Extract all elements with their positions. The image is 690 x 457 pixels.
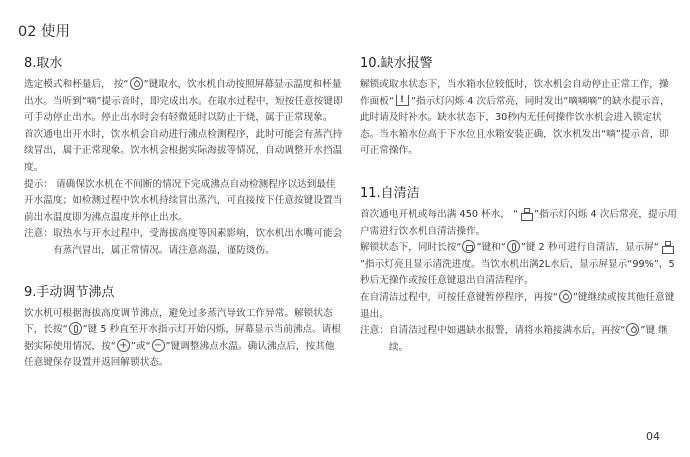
- lock-icon: [462, 240, 475, 253]
- thermometer-icon: [69, 322, 82, 335]
- water-drop-icon: [559, 290, 572, 303]
- section-title-self-clean: 11.自清洁: [360, 185, 420, 201]
- paragraph-tip: 提示： 请确保饮水机在不间断的情况下完成沸点自动检测程序以达到最佳开水温度；如检测过程中饮水机持续冒出蒸汽，可直接按下任意按键设置当前出水温度即为沸点温度并停止出水。: [24, 178, 343, 223]
- section-title-fetch-water: 8.取水: [24, 56, 63, 71]
- page-title: 02 使用: [18, 24, 71, 40]
- paragraph-self-clean-1: 首次通电开机或每出满 450 杯水， “ ”指示灯闪烁 4 次后常亮，提示用户需进行饮水机自清洁操作。: [360, 208, 677, 237]
- water-drop-icon: [130, 77, 143, 90]
- self-clean-icon: [520, 208, 532, 220]
- section-title-low-water: 10.缺水报警: [360, 56, 433, 71]
- paragraph-boiling-point: 饮水机可根据海拔高度调节沸点，避免过多蒸汽导致工作异常。解锁状态下，长按“ ”键 5 秒直至开水指示灯开始闪烁，屏幕显示当前沸点。请根据实际使用情况，按“+ ”或“− ”键调整沸点水温。确认沸点后，按其他任意键保存设置并返回解锁状态。: [24, 306, 344, 372]
- right-column: [360, 52, 678, 356]
- self-clean-icon: [661, 241, 673, 253]
- thermometer-icon: [507, 240, 520, 253]
- paragraph-low-water: 解锁或取水状态下，当水箱水位较低时，饮水机会自动停止正常工作，操作面板“! ”指示灯闪烁 4 次后常亮，同时发出“嘀嘀嘀”的缺水提示音，此时请及时补水。缺水状态下，30秒内无任何操作饮水机会进入锁定状态。当水箱水位高于下水位且水箱安装正确，饮水机发出“嘀”提示音，即可正常操作。: [360, 77, 678, 160]
- note-self-clean: 注意： 自清洁过程中如遇缺水报警，请将水箱接满水后，再按“ ”键 继续。: [360, 325, 668, 353]
- paragraph-fetch-water: 选定模式和杯量后， 按“ ”键取水，饮水机自动按照屏幕显示温度和杯量出水。当听到“嘀”提示音时，即完成出水。在取水过程中，短按任意按键即可手动停止出水。停止出水时会有轻微延时以防止干烧，属于正常现象。: [24, 79, 343, 124]
- page-number: 04: [646, 430, 660, 443]
- water-tank-alert-icon: [396, 95, 409, 106]
- section-title-boiling-point: 9.手动调节沸点: [24, 284, 115, 300]
- note-steam: 注意： 取热水与开水过程中，受海拔高度等因素影响，饮水机出水嘴可能会有蒸汽冒出，属正常情况。请注意高温，谨防烫伤。: [24, 228, 343, 256]
- left-column: [24, 52, 344, 372]
- paragraph-self-clean-3: 在自清洁过程中，可按任意键暂停程序，再按“ ”键继续或按其他任意键退出。: [360, 291, 675, 320]
- plus-icon: [117, 339, 130, 352]
- water-drop-icon: [626, 323, 639, 336]
- paragraph-boiling-detect: 首次通电出开水时，饮水机会自动进行沸点检测程序，此时可能会有蒸汽持续冒出，属于正常现象。饮水机会根据实际海拔等情况，自动调整开水挡温度。: [24, 128, 343, 173]
- minus-icon: [152, 339, 165, 352]
- paragraph-self-clean-2: 解锁状态下，同时长按“ ”键和“ ”键 2 秒可进行自清洁，显示屏“”指示灯亮且显示清洗进度。当饮水机出满2L水后，显示屏显示“99%”，5秒后无操作或按任意键退出自清洁程序。: [360, 242, 675, 287]
